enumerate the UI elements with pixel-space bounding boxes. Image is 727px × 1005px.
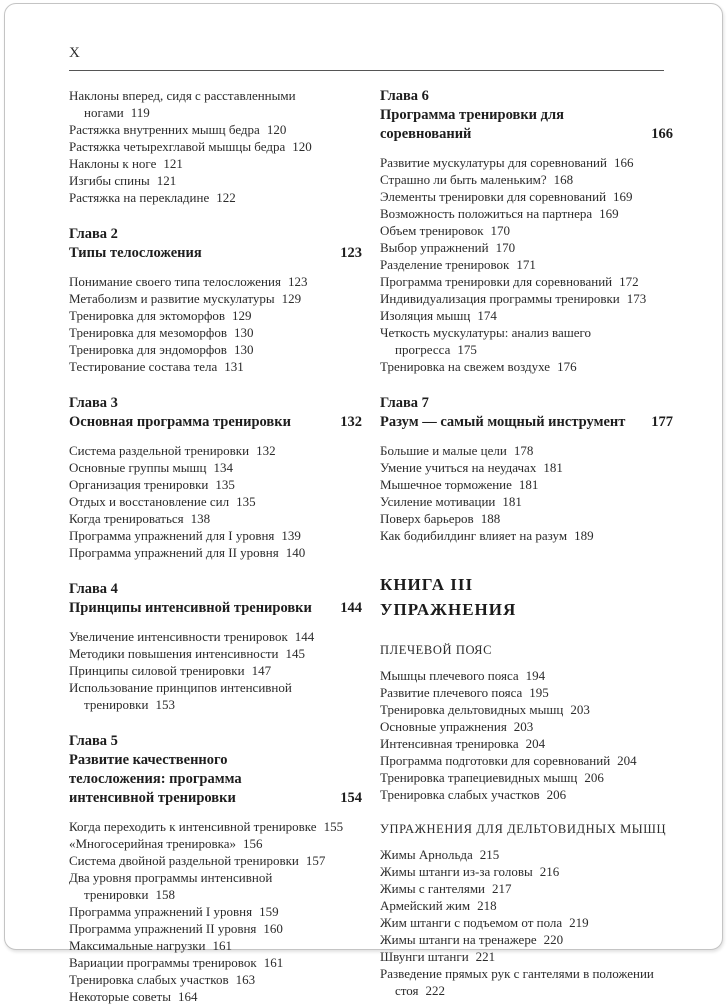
- toc-entry-text: Тренировка слабых участков: [380, 787, 540, 802]
- toc-entry-page: 222: [425, 983, 446, 998]
- toc-entry-text: Выбор упражнений: [380, 240, 489, 255]
- toc-entry-page: 171: [516, 257, 536, 272]
- toc-entry-page: 176: [557, 359, 577, 374]
- toc-entry-text: Развитие мускулатуры для соревнований: [380, 155, 607, 170]
- toc-entry-text: Когда переходить к интенсивной тренировке: [69, 819, 317, 834]
- toc-entry-page: 216: [539, 864, 560, 879]
- part-heading: [380, 572, 673, 622]
- toc-entry: [380, 222, 673, 239]
- toc-entry: [380, 863, 673, 880]
- toc-entry-page: 161: [263, 955, 284, 970]
- toc-entry: [380, 290, 673, 307]
- toc-entry-page: 122: [216, 190, 236, 205]
- toc-entry-text: Возможность положиться на партнера: [380, 206, 593, 221]
- toc-entry-text: Тренировка для эндоморфов: [69, 342, 227, 357]
- toc-entry-text: Жим штанги с подъемом от пола: [380, 915, 563, 930]
- toc-entry: [380, 914, 673, 931]
- toc-entry-page: 160: [263, 921, 283, 936]
- chapter-label: Глава 6: [380, 88, 429, 104]
- toc-entry-page: 161: [212, 938, 232, 953]
- toc-entry: [69, 869, 362, 903]
- toc-entry-text: Методики повышения интенсивности: [69, 646, 279, 661]
- toc-entry: [69, 121, 362, 138]
- toc-entry-page: 181: [502, 494, 522, 509]
- toc-entry-text: Швунги штанги: [380, 949, 469, 964]
- toc-columns: [69, 87, 673, 1005]
- toc-entry: [69, 442, 362, 459]
- toc-entry-page: 188: [480, 511, 501, 526]
- toc-entry: [69, 954, 362, 971]
- toc-entry: [380, 880, 673, 897]
- toc-entry: [69, 645, 362, 662]
- toc-entry-page: 181: [543, 460, 563, 475]
- toc-entry-text: Вариации программы тренировок: [69, 955, 257, 970]
- toc-entry: [69, 835, 362, 852]
- toc-entry: [380, 493, 673, 510]
- toc-entry-text: Четкость мускулатуры: анализ вашего прогресса: [380, 325, 592, 357]
- toc-entry: [380, 718, 673, 735]
- toc-entry-text: Принципы силовой тренировки: [69, 663, 245, 678]
- toc-entry: [380, 510, 673, 527]
- section-heading: УПРАЖНЕНИЯ ДЛЯ ДЕЛЬТОВИДНЫХ МЫШЦ: [380, 822, 667, 836]
- toc-entry-page: 204: [617, 753, 637, 768]
- toc-entry-text: Разведение прямых рук с гантелями в положении стоя: [380, 966, 654, 998]
- toc-entry: [380, 735, 673, 752]
- toc-entry-page: 120: [292, 139, 312, 154]
- toc-entry: [69, 172, 362, 189]
- toc-entry-page: 169: [613, 189, 633, 204]
- chapter-title: Основная программа тренировки: [69, 414, 291, 430]
- toc-entry: [69, 510, 362, 527]
- toc-entry: [69, 307, 362, 324]
- toc-entry: [69, 527, 362, 544]
- toc-entry: [69, 358, 362, 375]
- toc-entry: [380, 931, 673, 948]
- toc-entry-text: Тренировка для эктоморфов: [69, 308, 226, 323]
- toc-entry-page: 170: [495, 240, 516, 255]
- toc-entry: [380, 154, 673, 171]
- toc-entry-page: 159: [259, 904, 279, 919]
- toc-entry-text: Наклоны вперед, сидя с расставленными ногами: [69, 88, 296, 120]
- chapter-title: Программа тренировки для соревнований: [380, 107, 564, 142]
- chapter-title-row: [69, 751, 362, 808]
- toc-entry-page: 218: [477, 898, 497, 913]
- toc-entry-text: Программа упражнений II уровня: [69, 921, 257, 936]
- toc-entry-text: Поверх барьеров: [380, 511, 474, 526]
- chapter-heading: [69, 580, 362, 618]
- toc-entry-list: [69, 442, 362, 561]
- toc-column: [69, 87, 362, 1005]
- toc-entry-text: Программа подготовки для соревнований: [380, 753, 611, 768]
- toc-entry-text: Растяжка четырехглавой мышцы бедра: [69, 139, 286, 154]
- toc-entry-page: 194: [525, 668, 546, 683]
- toc-entry-list: [380, 667, 673, 803]
- toc-entry: [69, 920, 362, 937]
- toc-entry-page: 220: [543, 932, 564, 947]
- toc-entry-page: 203: [513, 719, 534, 734]
- toc-entry: [69, 937, 362, 954]
- toc-entry-page: 130: [234, 325, 254, 340]
- chapter-heading: [69, 732, 362, 808]
- toc-entry-page: 206: [546, 787, 567, 802]
- toc-entry-text: Жимы с гантелями: [380, 881, 485, 896]
- toc-entry-page: 147: [251, 663, 272, 678]
- toc-entry-page: 155: [323, 819, 344, 834]
- toc-entry: [69, 273, 362, 290]
- toc-entry: [69, 493, 362, 510]
- page-content: [5, 4, 722, 1005]
- toc-entry: [69, 971, 362, 988]
- toc-entry-text: Основные упражнения: [380, 719, 507, 734]
- toc-entry: [380, 307, 673, 324]
- chapter-title-row: [69, 413, 362, 432]
- toc-entry-page: 123: [287, 274, 308, 289]
- toc-entry-page: 181: [518, 477, 539, 492]
- chapter-page-number: 144: [340, 600, 362, 616]
- toc-entry: [380, 358, 673, 375]
- chapter-label: Глава 2: [69, 226, 118, 242]
- toc-entry-page: 156: [242, 836, 263, 851]
- chapter-heading: [69, 394, 362, 432]
- toc-entry: [380, 786, 673, 803]
- toc-entry-text: Метаболизм и развитие мускулатуры: [69, 291, 275, 306]
- toc-entry: [380, 965, 673, 999]
- toc-entry-text: Усиление мотивации: [380, 494, 496, 509]
- toc-entry-page: 189: [574, 528, 594, 543]
- toc-entry-text: Система раздельной тренировки: [69, 443, 250, 458]
- toc-entry-page: 175: [457, 342, 477, 357]
- toc-entry: [69, 138, 362, 155]
- toc-entry-text: Наклоны к ноге: [69, 156, 157, 171]
- toc-entry-page: 131: [224, 359, 244, 374]
- chapter-label: Глава 5: [69, 733, 118, 749]
- toc-entry-list: [380, 846, 673, 999]
- toc-entry-page: 119: [130, 105, 150, 120]
- toc-entry-page: 174: [477, 308, 497, 323]
- toc-entry-list: [380, 154, 673, 375]
- chapter-heading: [69, 225, 362, 263]
- toc-entry-text: Индивидуализация программы тренировки: [380, 291, 620, 306]
- toc-entry-text: Программа упражнений I уровня: [69, 904, 253, 919]
- chapter-page-number: 132: [340, 414, 362, 430]
- toc-entry-page: 169: [599, 206, 619, 221]
- toc-entry-text: Увеличение интенсивности тренировок: [69, 629, 288, 644]
- toc-entry-text: Понимание своего типа телосложения: [69, 274, 281, 289]
- toc-entry: [380, 239, 673, 256]
- toc-entry-text: Мышцы плечевого пояса: [380, 668, 519, 683]
- toc-entry-page: 166: [613, 155, 634, 170]
- toc-entry-page: 195: [529, 685, 549, 700]
- toc-entry-page: 206: [584, 770, 604, 785]
- toc-entry-page: 163: [235, 972, 256, 987]
- chapter-title-row: [69, 244, 362, 263]
- toc-entry-page: 217: [492, 881, 512, 896]
- toc-entry: [69, 818, 362, 835]
- toc-entry-page: 140: [285, 545, 306, 560]
- toc-entry-text: Как бодибилдинг влияет на разум: [380, 528, 568, 543]
- toc-entry-text: Умение учиться на неудачах: [380, 460, 537, 475]
- toc-entry-page: 129: [232, 308, 252, 323]
- chapter-page-number: 154: [340, 790, 362, 806]
- toc-entry: [69, 988, 362, 1005]
- toc-entry-text: Армейский жим: [380, 898, 471, 913]
- toc-entry: [380, 324, 673, 358]
- toc-entry: [380, 171, 673, 188]
- toc-entry-text: Жимы штанги на тренажере: [380, 932, 537, 947]
- toc-entry-page: 204: [525, 736, 546, 751]
- toc-entry-text: Тренировка для мезоморфов: [69, 325, 227, 340]
- toc-entry-page: 135: [236, 494, 256, 509]
- chapter-label: Глава 7: [380, 395, 429, 411]
- toc-entry-text: Страшно ли быть маленьким?: [380, 172, 547, 187]
- toc-entry-text: Изоляция мышц: [380, 308, 471, 323]
- toc-entry: [69, 341, 362, 358]
- toc-entry-text: Тестирование состава тела: [69, 359, 218, 374]
- toc-entry: [380, 442, 673, 459]
- chapter-title-row: [380, 413, 673, 432]
- section-heading: ПЛЕЧЕВОЙ ПОЯС: [380, 643, 493, 657]
- page-number-header: X: [69, 45, 80, 61]
- chapter-page-number: 166: [651, 126, 673, 142]
- toc-entry-text: Разделение тренировок: [380, 257, 510, 272]
- toc-entry-text: Тренировка дельтовидных мышц: [380, 702, 564, 717]
- toc-entry-page: 157: [305, 853, 326, 868]
- toc-entry: [69, 679, 362, 713]
- toc-entry-page: 170: [490, 223, 511, 238]
- toc-entry-text: Жимы штанги из-за головы: [380, 864, 533, 879]
- toc-entry: [69, 324, 362, 341]
- toc-entry-page: 164: [177, 989, 198, 1004]
- toc-entry: [380, 701, 673, 718]
- toc-entry: [69, 662, 362, 679]
- toc-entry-text: Программа тренировки для соревнований: [380, 274, 613, 289]
- toc-entry: [69, 476, 362, 493]
- toc-entry: [69, 544, 362, 561]
- toc-entry-text: «Многосерийная тренировка»: [69, 836, 236, 851]
- toc-entry: [380, 273, 673, 290]
- toc-entry-text: Тренировка слабых участков: [69, 972, 229, 987]
- chapter-title: Типы телосложения: [69, 245, 202, 261]
- toc-entry-text: Система двойной раздельной тренировки: [69, 853, 299, 868]
- toc-entry: [69, 87, 362, 121]
- toc-entry-page: 153: [155, 697, 175, 712]
- toc-entry-list: [69, 87, 362, 206]
- toc-entry-page: 172: [619, 274, 639, 289]
- toc-entry: [69, 189, 362, 206]
- toc-entry-page: 130: [233, 342, 254, 357]
- toc-entry-text: Интенсивная тренировка: [380, 736, 519, 751]
- toc-entry-text: Объем тренировок: [380, 223, 484, 238]
- toc-entry-text: Растяжка внутренних мышц бедра: [69, 122, 260, 137]
- toc-entry-page: 203: [570, 702, 590, 717]
- chapter-title: Принципы интенсивной тренировки: [69, 600, 312, 616]
- toc-entry-page: 121: [156, 173, 177, 188]
- toc-entry-page: 121: [163, 156, 183, 171]
- toc-entry: [69, 903, 362, 920]
- toc-entry-page: 139: [281, 528, 301, 543]
- toc-entry-text: Мышечное торможение: [380, 477, 512, 492]
- toc-entry-page: 132: [256, 443, 276, 458]
- toc-entry-page: 145: [285, 646, 306, 661]
- toc-entry-text: Использование принципов интенсивной тренировки: [69, 680, 292, 712]
- toc-entry-page: 173: [626, 291, 647, 306]
- toc-entry: [380, 256, 673, 273]
- toc-entry: [69, 628, 362, 645]
- chapter-page-number: 123: [340, 245, 362, 261]
- toc-entry-text: Жимы Арнольда: [380, 847, 473, 862]
- toc-entry: [380, 188, 673, 205]
- toc-entry: [380, 459, 673, 476]
- toc-entry: [380, 846, 673, 863]
- toc-entry-page: 221: [475, 949, 496, 964]
- toc-entry-text: Растяжка на перекладине: [69, 190, 210, 205]
- toc-entry-text: Основные группы мышц: [69, 460, 207, 475]
- chapter-label: Глава 3: [69, 395, 118, 411]
- toc-entry: [380, 527, 673, 544]
- toc-entry-text: Тренировка на свежем воздухе: [380, 359, 551, 374]
- toc-entry: [380, 948, 673, 965]
- toc-entry-list: [69, 818, 362, 1005]
- toc-entry-text: Элементы тренировки для соревнований: [380, 189, 607, 204]
- toc-entry: [380, 667, 673, 684]
- chapter-page-number: 177: [651, 414, 673, 430]
- toc-entry-text: Большие и малые цели: [380, 443, 507, 458]
- toc-entry: [69, 290, 362, 307]
- toc-entry-list: [380, 442, 673, 544]
- toc-entry-text: Изгибы спины: [69, 173, 150, 188]
- toc-entry-text: Некоторые советы: [69, 989, 171, 1004]
- toc-entry-list: [69, 628, 362, 713]
- toc-entry-text: Развитие плечевого пояса: [380, 685, 523, 700]
- toc-entry-page: 219: [569, 915, 589, 930]
- toc-entry-page: 215: [479, 847, 500, 862]
- toc-entry-text: Программа упражнений для II уровня: [69, 545, 279, 560]
- part-heading-line: УПРАЖНЕНИЯ: [380, 600, 517, 619]
- toc-entry-page: 135: [215, 477, 235, 492]
- toc-entry-page: 144: [294, 629, 315, 644]
- toc-entry-text: Максимальные нагрузки: [69, 938, 206, 953]
- toc-entry: [380, 769, 673, 786]
- toc-entry: [380, 684, 673, 701]
- toc-entry: [69, 459, 362, 476]
- toc-entry-page: 138: [190, 511, 211, 526]
- toc-entry-page: 134: [213, 460, 233, 475]
- chapter-label: Глава 4: [69, 581, 118, 597]
- toc-entry-text: Два уровня программы интенсивной тренировки: [69, 870, 273, 902]
- toc-entry-list: [69, 273, 362, 375]
- toc-entry-text: Когда тренироваться: [69, 511, 184, 526]
- header-rule: [69, 70, 664, 71]
- book-page: [4, 3, 723, 1004]
- part-heading-line: КНИГА III: [380, 575, 474, 594]
- toc-entry-page: 120: [266, 122, 287, 137]
- toc-entry-page: 178: [513, 443, 534, 458]
- toc-entry-text: Организация тренировки: [69, 477, 209, 492]
- toc-entry-page: 168: [553, 172, 574, 187]
- toc-entry-page: 158: [155, 887, 175, 902]
- toc-entry: [380, 476, 673, 493]
- toc-entry: [380, 897, 673, 914]
- toc-entry: [380, 752, 673, 769]
- toc-entry: [69, 852, 362, 869]
- chapter-title: Разум — самый мощный инструмент: [380, 414, 626, 430]
- toc-entry-page: 129: [281, 291, 302, 306]
- toc-entry: [380, 205, 673, 222]
- toc-entry-text: Программа упражнений для I уровня: [69, 528, 275, 543]
- toc-entry: [69, 155, 362, 172]
- toc-entry-text: Тренировка трапециевидных мышц: [380, 770, 578, 785]
- chapter-heading: [380, 394, 673, 432]
- chapter-title-row: [380, 106, 673, 144]
- toc-entry-text: Отдых и восстановление сил: [69, 494, 230, 509]
- chapter-title: Развитие качественного телосложения: программа интенсивной тренировки: [69, 752, 242, 806]
- toc-column: [380, 87, 673, 1005]
- chapter-heading: [380, 87, 673, 144]
- chapter-title-row: [69, 599, 362, 618]
